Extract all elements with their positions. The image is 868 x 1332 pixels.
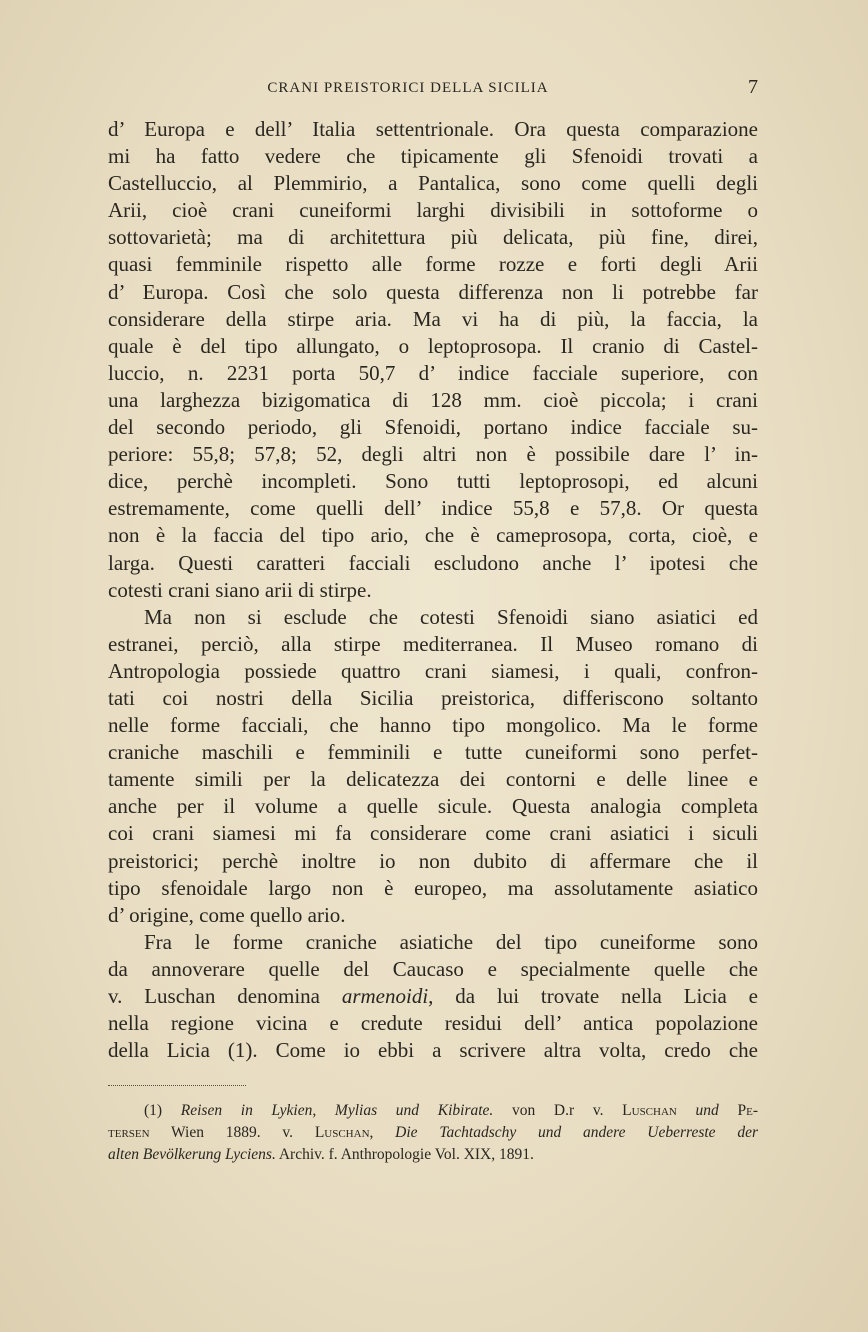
- text-line: Fra le forme craniche asiatiche del tipo cuneiforme sono: [144, 929, 758, 954]
- text-line: quasi femminile rispetto alle forme rozze e forti degli Arii: [108, 252, 758, 277]
- footnote-line: (1) Reisen in Lykien, Mylias und Kibirate. von D.r v. Luschan und Pe-: [144, 1102, 758, 1119]
- text-line: Castelluccio, al Plemmirio, a Pantalica, sono come quelli degli: [108, 171, 758, 196]
- text-line: estremamente, come quelli dell’ indice 55,8 e 57,8. Or questa: [108, 496, 758, 521]
- text-line: luccio, n. 2231 porta 50,7 d’ indice facciale superiore, con: [108, 360, 758, 385]
- paragraph: [108, 116, 758, 604]
- text-line: estranei, perciò, alla stirpe mediterranea. Il Museo romano di: [108, 631, 758, 656]
- text-line: cotesti crani siano arii di stirpe.: [108, 577, 372, 602]
- text-line: tamente simili per la delicatezza dei contorni e delle linee e: [108, 767, 758, 792]
- running-title: CRANI PREISTORICI DELLA SICILIA: [267, 80, 549, 96]
- text-line: sottovarietà; ma di architettura più delicata, più fine, direi,: [108, 225, 758, 250]
- text-line: tipo sfenoidale largo non è europeo, ma assolutamente asiatico: [108, 875, 758, 900]
- text-line: da annoverare quelle del Caucaso e specialmente quelle che: [108, 956, 758, 981]
- text-line: v. Luschan denomina armenoidi, da lui trovate nella Licia e: [108, 984, 758, 1008]
- text-line: tati coi nostri della Sicilia preistorica, differiscono soltanto: [108, 685, 758, 710]
- text-line: della Licia (1). Come io ebbi a scrivere altra volta, credo che: [108, 1038, 758, 1063]
- footnote: [108, 1100, 758, 1166]
- text-line: coi crani siamesi mi fa considerare come crani asiatici i siculi: [108, 821, 758, 846]
- text-line: mi ha fatto vedere che tipicamente gli Sfenoidi trovati a: [108, 144, 758, 169]
- text-line: Antropologia possiede quattro crani siamesi, i quali, confron-: [108, 658, 758, 683]
- text-line: preistorici; perchè inoltre io non dubito di affermare che il: [108, 848, 758, 873]
- page-header: [108, 78, 758, 100]
- text-line: d’ Europa. Così che solo questa differenza non li potrebbe far: [108, 279, 758, 304]
- text-line: considerare della stirpe aria. Ma vi ha di più, la faccia, la: [108, 306, 758, 331]
- text-line: del secondo periodo, gli Sfenoidi, portano indice facciale su-: [108, 415, 758, 440]
- text-line: d’ origine, come quello ario.: [108, 902, 346, 927]
- text-line: anche per il volume a quelle sicule. Questa analogia completa: [108, 794, 758, 819]
- text-line: Arii, cioè crani cuneiformi larghi divisibili in sottoforme o: [108, 198, 758, 223]
- text-line: Ma non si esclude che cotesti Sfenoidi siano asiatici ed: [144, 604, 758, 629]
- text-line: una larghezza bizigomatica di 128 mm. cioè piccola; i crani: [108, 387, 758, 412]
- text-line: quale è del tipo allungato, o leptoprosopa. Il cranio di Castel-: [108, 333, 758, 358]
- text-line: non è la faccia del tipo ario, che è cameprosopa, corta, cioè, e: [108, 523, 758, 548]
- text-line: d’ Europa e dell’ Italia settentrionale. Ora questa comparazione: [108, 117, 758, 141]
- footnote-line: tersen Wien 1889. v. Luschan, Die Tachtadschy und andere Ueberreste der: [108, 1124, 758, 1141]
- text-line: larga. Questi caratteri facciali escludono anche l’ ipotesi che: [108, 550, 758, 575]
- text-line: periore: 55,8; 57,8; 52, degli altri non è possibile dare l’ in-: [108, 442, 758, 467]
- page-number: 7: [748, 76, 758, 98]
- footnote-separator: [108, 1085, 246, 1086]
- text-line: craniche maschili e femminili e tutte cuneiformi sono perfet-: [108, 740, 758, 765]
- text-line: nelle forme facciali, che hanno tipo mongolico. Ma le forme: [108, 713, 758, 738]
- paragraph: [108, 604, 758, 929]
- footnote-line: alten Bevölkerung Lyciens. Archiv. f. Anthropologie Vol. XIX, 1891.: [108, 1146, 534, 1163]
- paragraph: [108, 929, 758, 1064]
- body-text: [108, 116, 758, 1064]
- text-line: nella regione vicina e credute residui dell’ antica popolazione: [108, 1011, 758, 1036]
- text-line: dice, perchè incompleti. Sono tutti leptoprosopi, ed alcuni: [108, 469, 758, 494]
